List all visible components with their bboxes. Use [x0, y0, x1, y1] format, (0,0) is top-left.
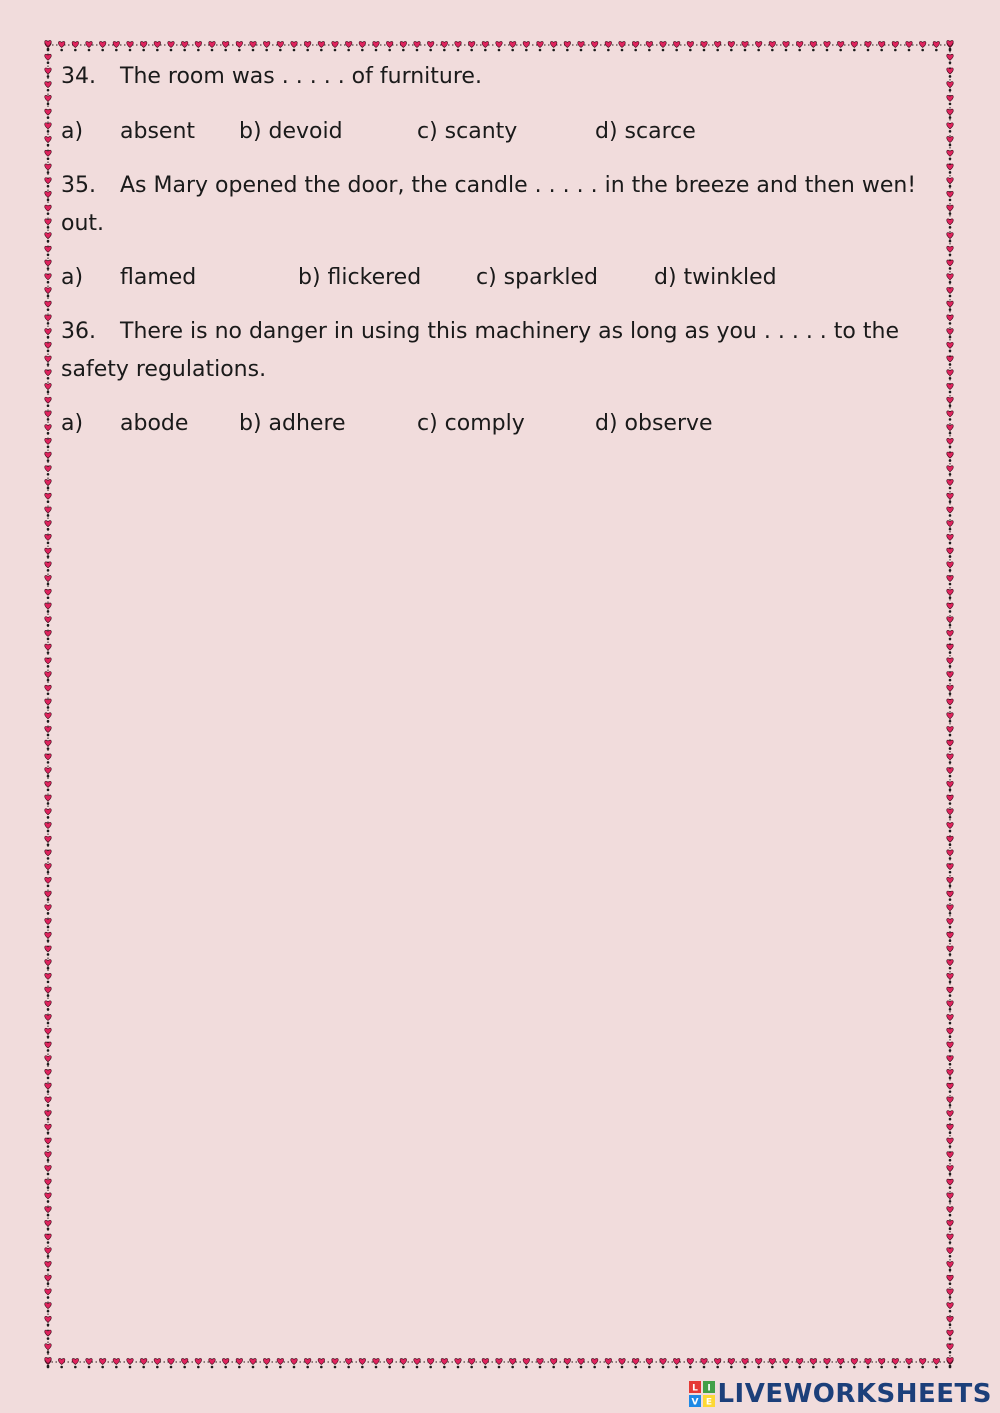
worksheet-content — [61, 58, 931, 443]
option-a-label: a) — [61, 119, 84, 144]
option-c: c) sparkled — [476, 265, 598, 290]
option-c: c) scanty — [417, 119, 518, 144]
option-a: flamed — [120, 265, 197, 290]
question-number: 34. — [61, 64, 96, 89]
option-a: abode — [120, 411, 189, 436]
option-a-label: a) — [61, 411, 84, 436]
question-text-continuation: out. — [61, 211, 105, 236]
svg-text:L: L — [692, 1383, 699, 1394]
option-a: absent — [120, 119, 196, 144]
question-text: The room was . . . . . of furniture. — [120, 64, 482, 89]
question-36 — [61, 313, 931, 351]
svg-text:I: I — [707, 1383, 712, 1394]
option-d: d) scarce — [595, 119, 696, 144]
question-35 — [61, 167, 931, 205]
svg-text:E: E — [706, 1397, 713, 1407]
liveworksheets-logo-mark-icon — [689, 1381, 715, 1407]
question-34 — [61, 58, 931, 96]
option-b: b) adhere — [239, 411, 346, 436]
question-text: There is no danger in using this machinery as long as you . . . . . to the — [120, 319, 899, 344]
option-c: c) comply — [417, 411, 525, 436]
option-a-label: a) — [61, 265, 84, 290]
liveworksheets-logo — [689, 1379, 992, 1409]
option-d: d) observe — [595, 411, 713, 436]
option-d: d) twinkled — [654, 265, 777, 290]
option-b: b) flickered — [298, 265, 422, 290]
options-35 — [61, 259, 931, 297]
question-number: 35. — [61, 173, 96, 198]
question-text-continuation: safety regulations. — [61, 357, 267, 382]
option-b: b) devoid — [239, 119, 343, 144]
logo-text: LIVEWORKSHEETS — [717, 1379, 992, 1409]
options-36 — [61, 405, 931, 443]
question-text: As Mary opened the door, the candle . . . . . in the breeze and then wen! — [120, 173, 917, 198]
svg-text:V: V — [691, 1397, 699, 1407]
options-34 — [61, 113, 931, 151]
question-number: 36. — [61, 319, 96, 344]
